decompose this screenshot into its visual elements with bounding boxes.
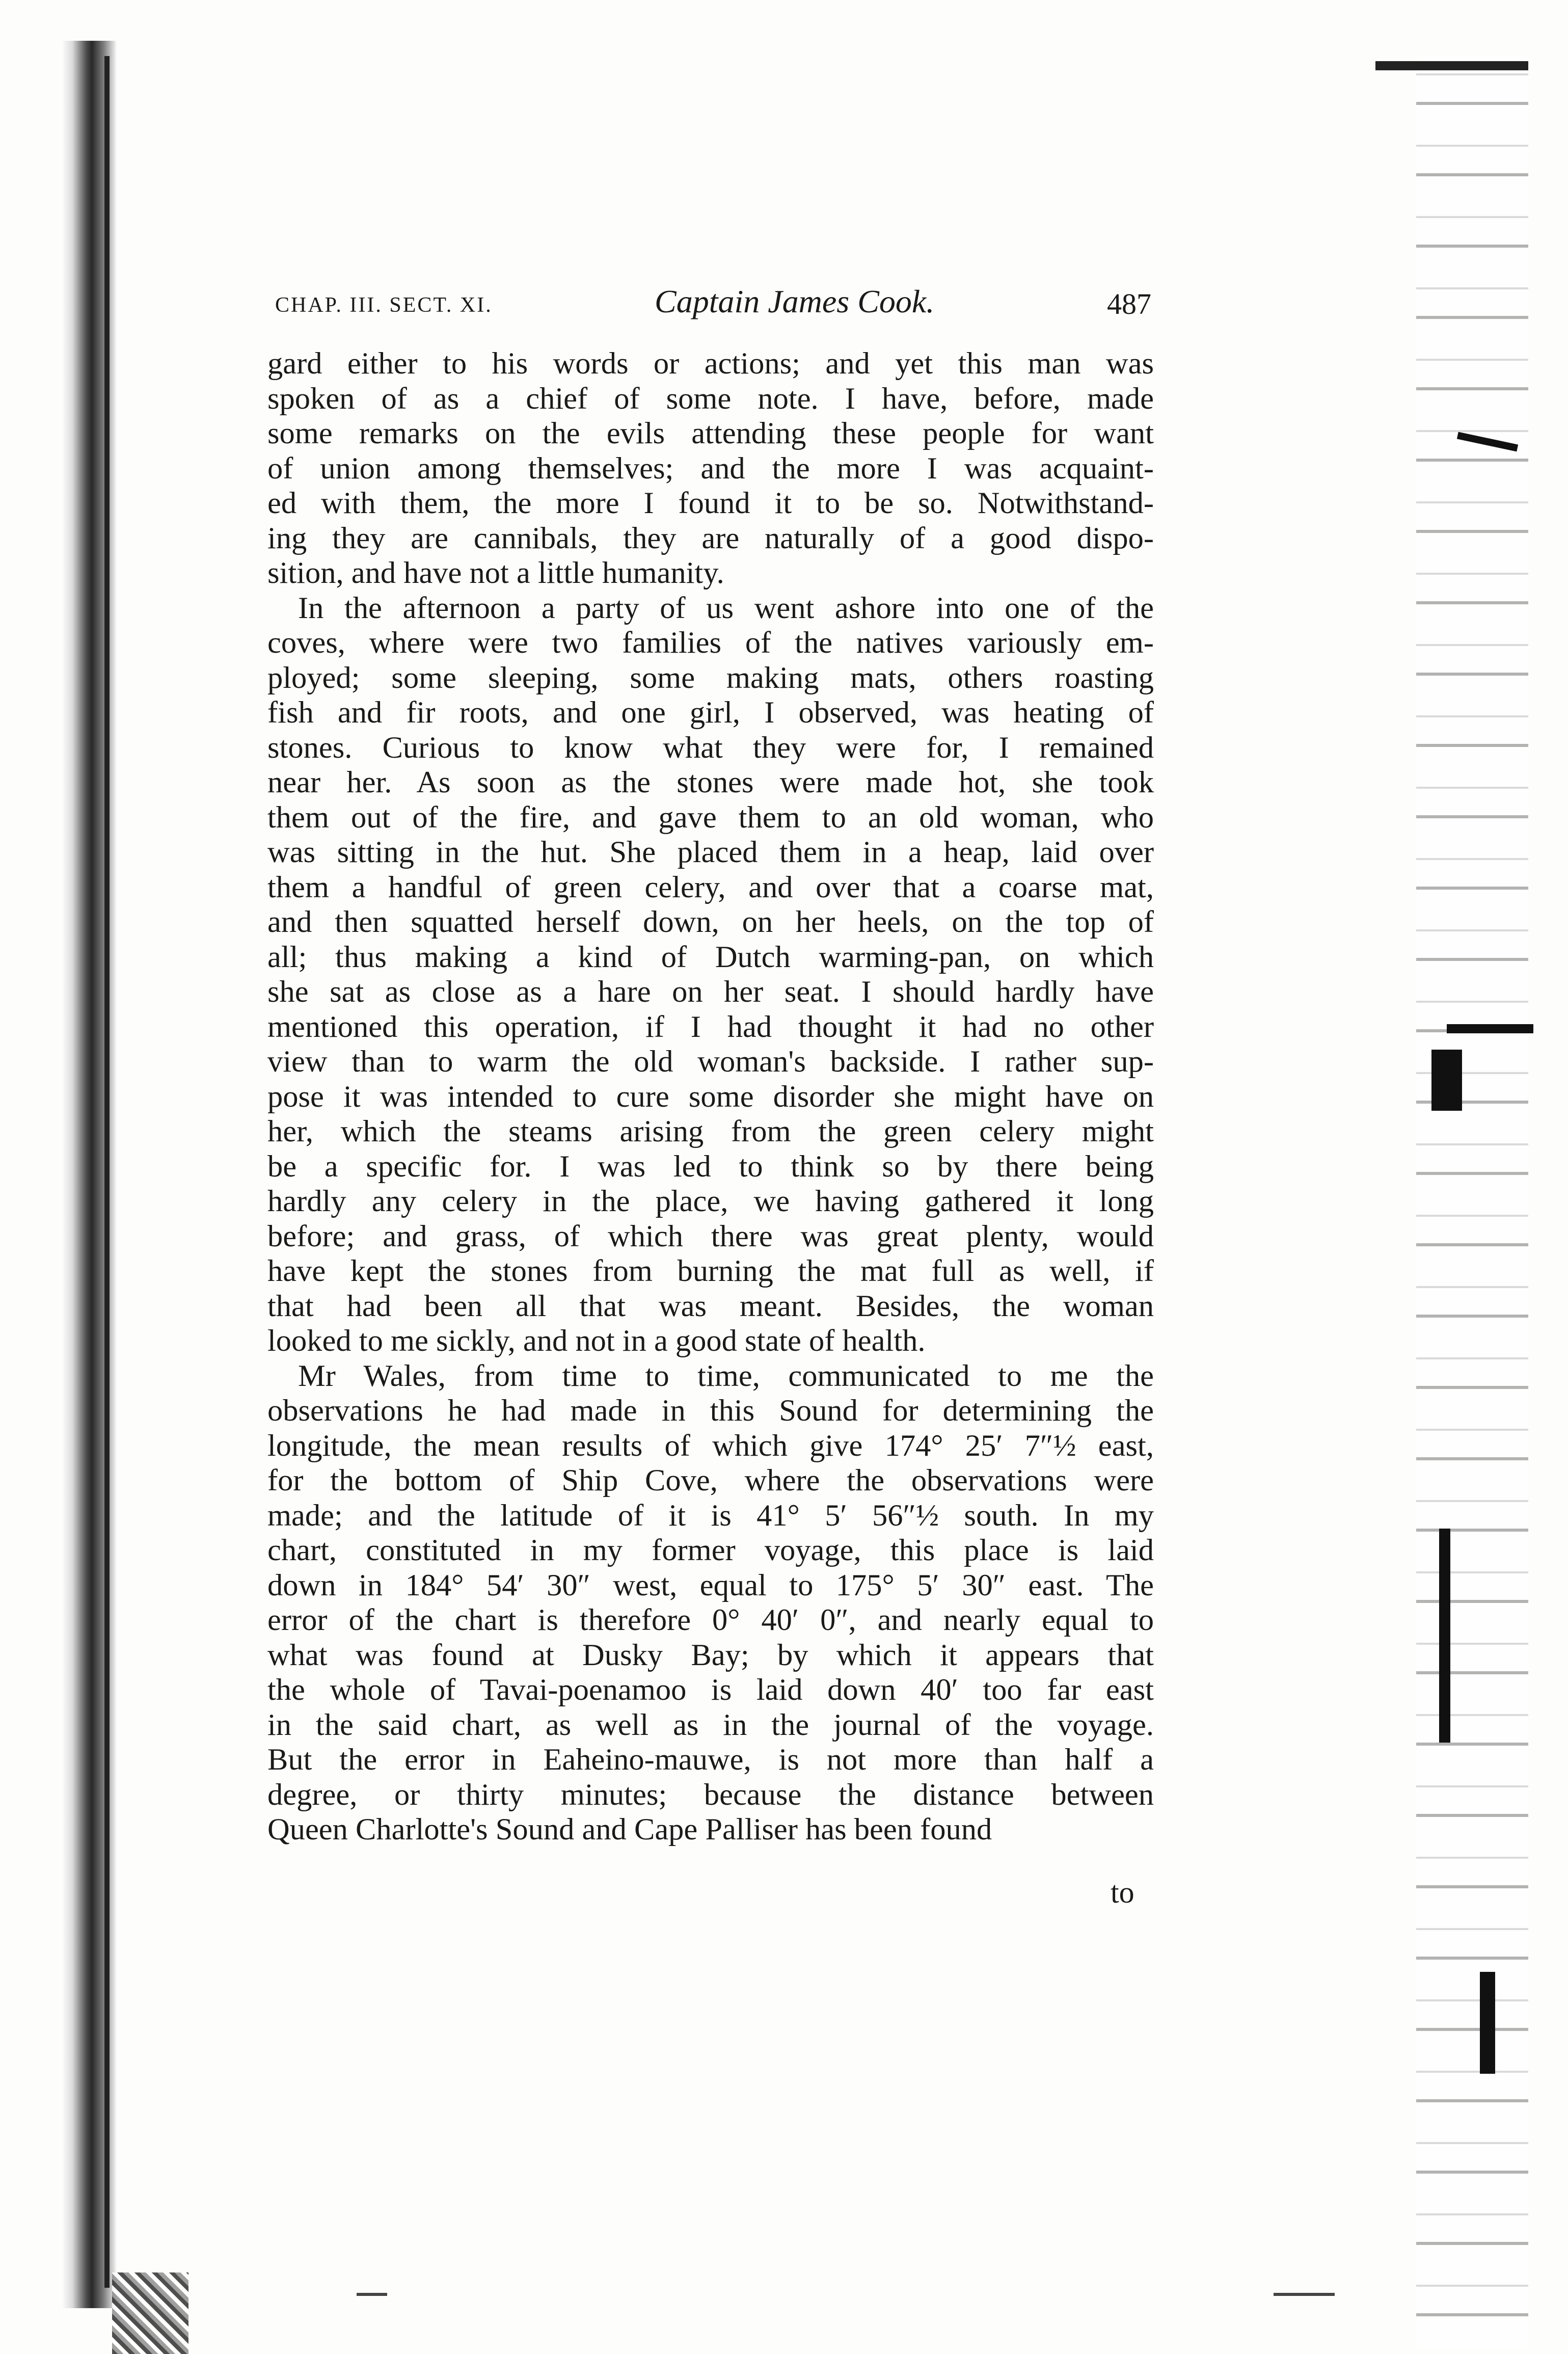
binding-shadow-line [104,56,110,2288]
text-line: the whole of Tavai-poenamoo is laid down 40′ too far east [267,1673,1154,1707]
text-line: longitude, the mean results of which give 174° 25′ 7″½ east, [267,1428,1154,1463]
text-line: all; thus making a kind of Dutch warming-pan, on which [267,940,1154,974]
text-line: have kept the stones from burning the mat full as well, if [267,1254,1154,1288]
text-line: them out of the fire, and gave them to an old woman, who [267,800,1154,835]
text-line: mentioned this operation, if I had thought it had no other [267,1009,1154,1044]
text-line: down in 184° 54′ 30″ west, equal to 175° 5′ 30″ east. The [267,1568,1154,1602]
catchword: to [1111,1876,1134,1909]
text-line: was sitting in the hut. She placed them in a heap, laid over [267,835,1154,869]
page-number: 487 [1107,287,1151,320]
running-head [275,283,1151,329]
text-line: ed with them, the more I found it to be so. Notwithstand- [267,486,1154,520]
edge-tick [1431,1050,1462,1111]
text-line: her, which the steams arising from the green celery might [267,1114,1154,1148]
text-line: some remarks on the evils attending these people for want [267,416,1154,450]
text-line: spoken of as a chief of some note. I have, before, made [267,381,1154,416]
text-line: be a specific for. I was led to think so by there being [267,1149,1154,1184]
paragraph [267,591,1154,1359]
text-line: and then squatted herself down, on her heels, on the top of [267,905,1154,939]
text-line: of union among themselves; and the more I was acquaint- [267,451,1154,486]
text-line: in the said chart, as well as in the journal of the voyage. [267,1707,1154,1742]
text-line: that had been all that was meant. Besides, the woman [267,1289,1154,1323]
text-line: stones. Curious to know what they were for, I remained [267,730,1154,765]
text-line: them a handful of green celery, and over that a coarse mat, [267,870,1154,904]
text-line: Mr Wales, from time to time, communicated to me the [298,1358,1154,1393]
text-line: she sat as close as a hare on her seat. I should hardly have [267,975,1154,1009]
text-line: observations he had made in this Sound for determining the [267,1394,1154,1428]
text-line: ing they are cannibals, they are naturally of a good dispo- [267,521,1154,555]
chapter-section-label: CHAP. III. SECT. XI. [275,293,493,317]
text-line: sition, and have not a little humanity. [267,556,724,590]
book-title: Captain James Cook. [655,283,935,319]
facing-page-edge [1416,56,1528,2349]
text-line: view than to warm the old woman's backside. I rather sup- [267,1045,1154,1079]
text-line: before; and grass, of which there was great plenty, would [267,1219,1154,1253]
paragraph [267,1359,1154,1848]
top-edge-mark [1375,61,1528,70]
text-line: made; and the latitude of it is 41° 5′ 56″½ south. In my [267,1498,1154,1533]
corner-print-through [112,2272,188,2354]
text-line: hardly any celery in the place, we having gathered it long [267,1184,1154,1218]
text-line: ployed; some sleeping, some making mats, others roasting [267,660,1154,695]
bottom-dash [357,2293,387,2296]
text-line: what was found at Dusky Bay; by which it appears that [267,1638,1154,1672]
text-line: coves, where were two families of the natives variously em- [267,626,1154,660]
text-line: Queen Charlotte's Sound and Cape Palliser has been found [267,1812,992,1847]
text-line: for the bottom of Ship Cove, where the observations were [267,1463,1154,1497]
edge-tick [1447,1024,1533,1033]
text-line: degree, or thirty minutes; because the distance between [267,1777,1154,1812]
paragraph [267,346,1154,591]
text-line: near her. As soon as the stones were made hot, she took [267,765,1154,799]
text-line: But the error in Eaheino-mauwe, is not more than half a [267,1743,1154,1777]
text-line: pose it was intended to cure some disorder she might have on [267,1079,1154,1114]
text-line: chart, constituted in my former voyage, this place is laid [267,1533,1154,1567]
text-line: In the afternoon a party of us went ashore into one of the [298,591,1154,625]
text-line: looked to me sickly, and not in a good state of health. [267,1324,926,1358]
body-text [267,346,1154,1848]
text-line: error of the chart is therefore 0° 40′ 0″, and nearly equal to [267,1603,1154,1637]
bottom-dash [1274,2293,1335,2296]
edge-tick [1480,1972,1495,2074]
edge-tick [1439,1529,1450,1743]
text-line: gard either to his words or actions; and yet this man was [267,346,1154,381]
text-line: fish and fir roots, and one girl, I observed, was heating of [267,696,1154,730]
